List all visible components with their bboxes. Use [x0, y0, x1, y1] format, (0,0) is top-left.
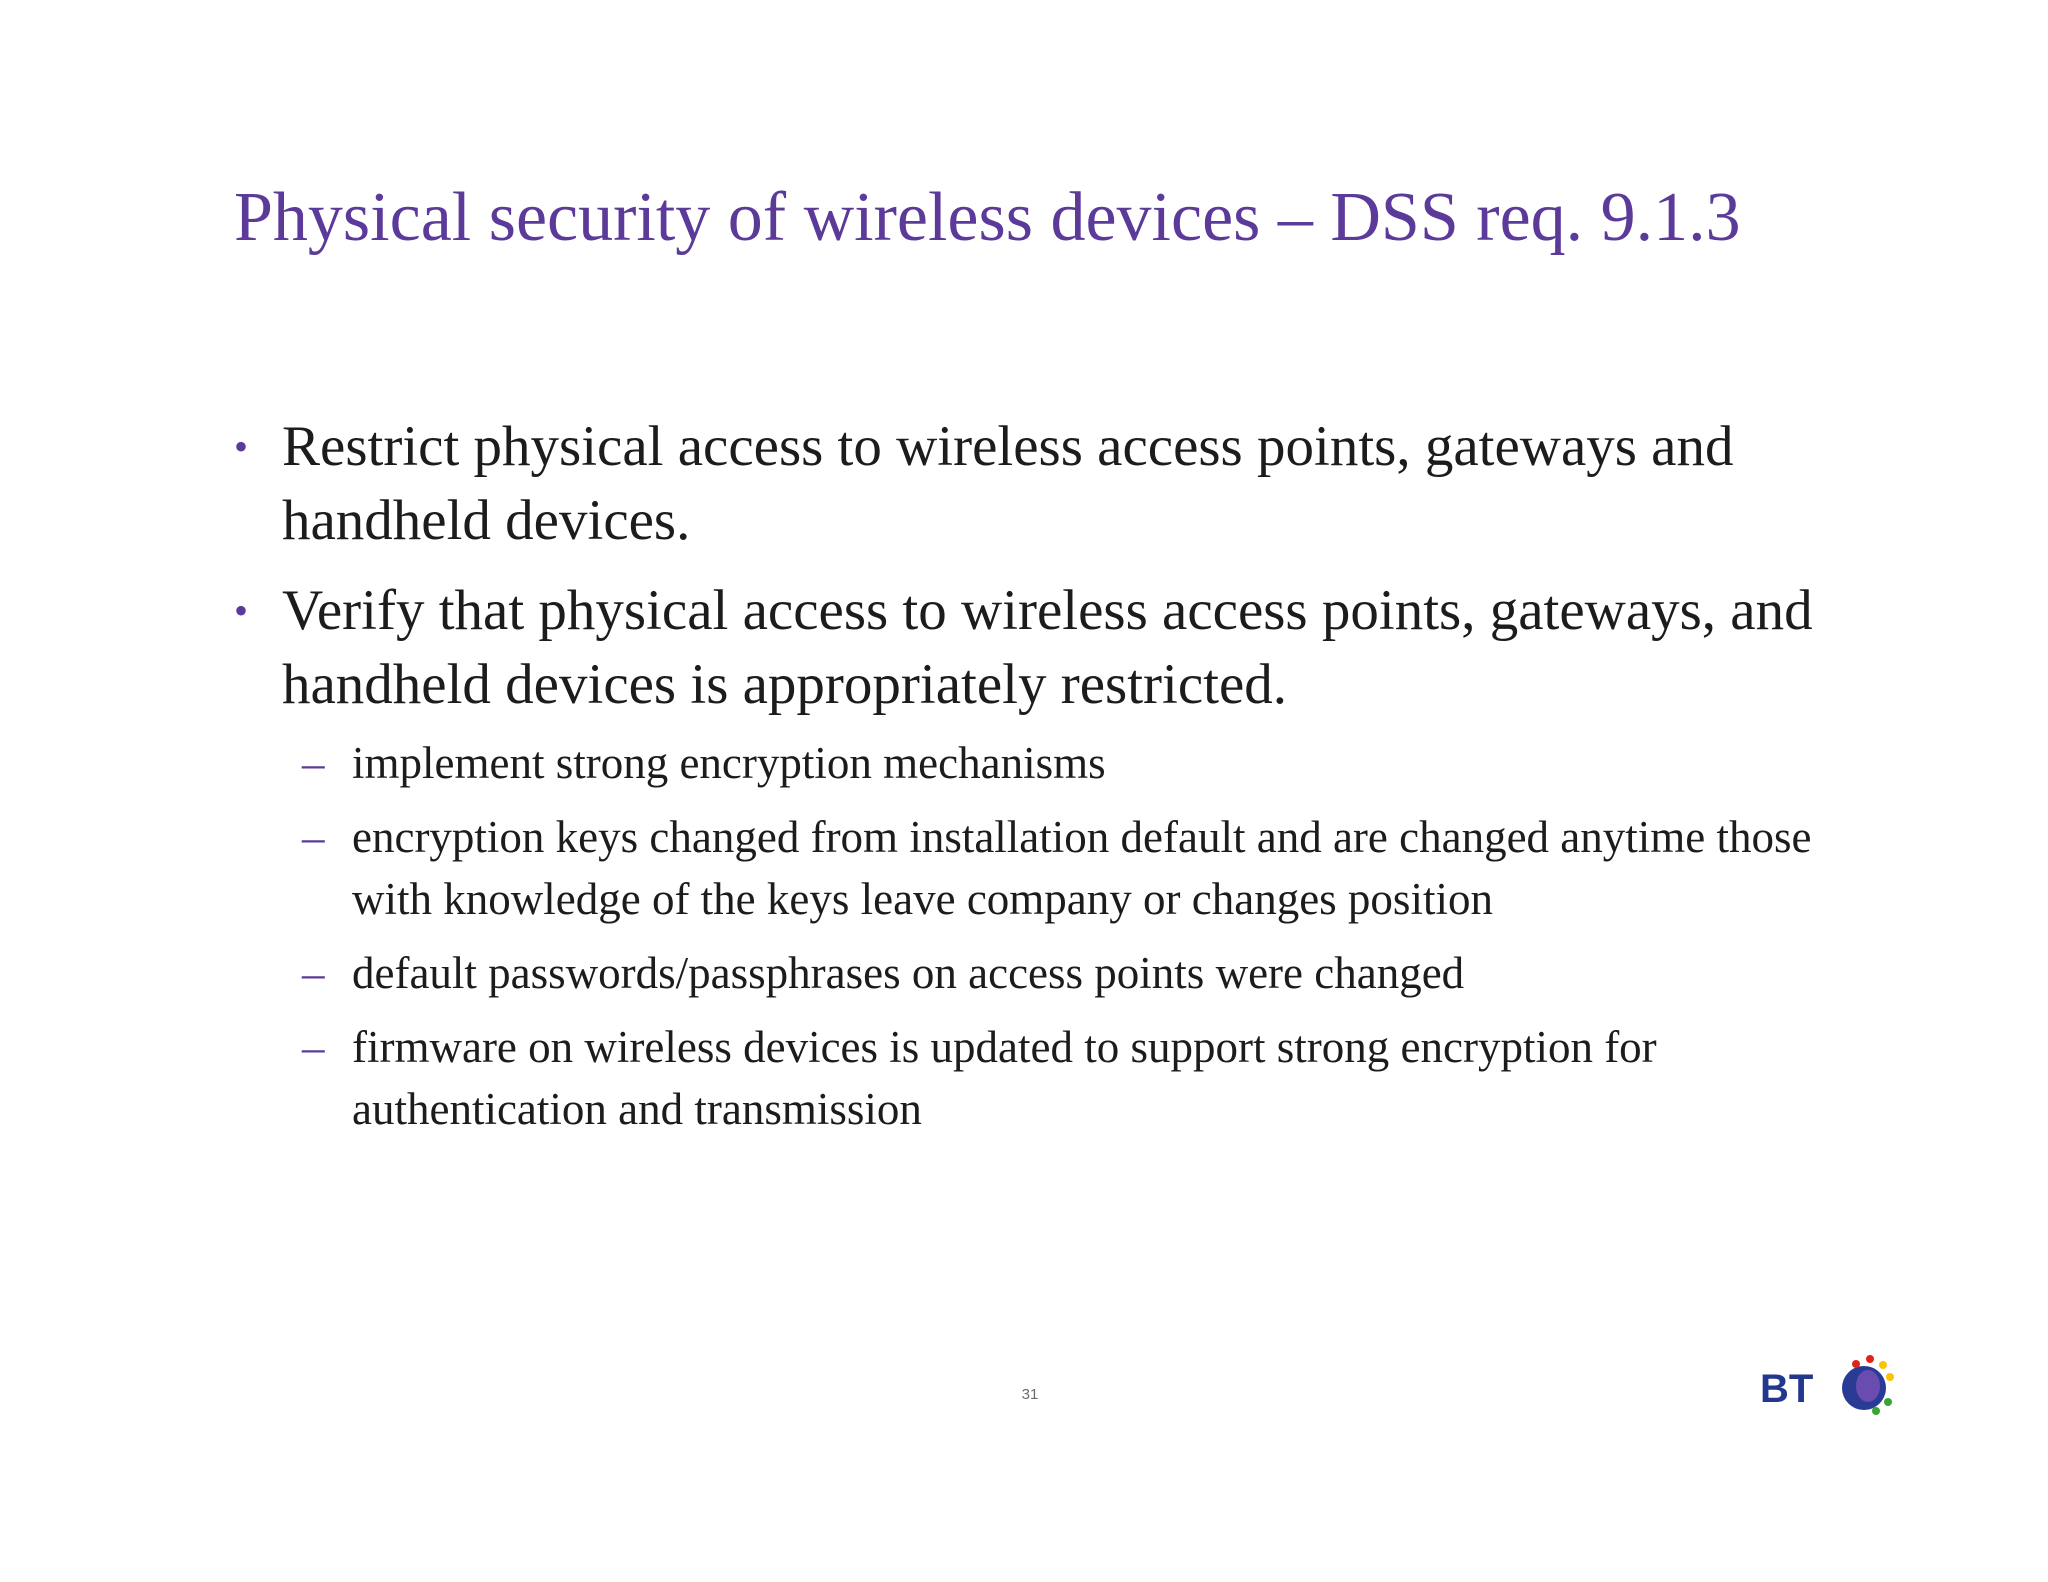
bt-piper-globe-icon [1842, 1355, 1894, 1415]
dash-marker: – [302, 812, 325, 862]
sub-bullet-text: implement strong encryption mechanisms [352, 738, 1106, 788]
sub-bullet-item [302, 942, 1854, 1004]
dash-marker: – [302, 1022, 325, 1072]
sub-bullet-item [302, 806, 1854, 930]
bullet-text: Restrict physical access to wireless access points, gateways and handheld devices. [282, 415, 1734, 552]
page-number: 31 [1021, 1386, 1039, 1403]
slide-content [234, 410, 1854, 1152]
bt-logo-text: BT [1760, 1367, 1814, 1411]
dash-marker: – [302, 948, 325, 998]
bullet-item [234, 574, 1854, 722]
dash-marker: – [302, 738, 325, 788]
slide-title: Physical security of wireless devices – DSS req. 9.1.3 [234, 179, 1741, 256]
bt-logo [1760, 1350, 1900, 1420]
bullet-text: Verify that physical access to wireless access points, gateways, and handheld devices is appropriately restricted. [282, 579, 1813, 716]
sub-bullet-item [302, 1016, 1854, 1140]
sub-bullet-item [302, 732, 1854, 794]
sub-bullet-text: default passwords/passphrases on access points were changed [352, 948, 1465, 998]
sub-bullet-text: encryption keys changed from installation default and are changed anytime those with knowledge of the keys leave company or changes position [352, 812, 1812, 924]
bullet-marker: • [234, 588, 249, 633]
sub-bullet-list [234, 732, 1854, 1140]
sub-bullet-text: firmware on wireless devices is updated to support strong encryption for authentication and transmission [352, 1022, 1657, 1134]
bullet-item [234, 410, 1854, 558]
bullet-marker: • [234, 424, 249, 469]
